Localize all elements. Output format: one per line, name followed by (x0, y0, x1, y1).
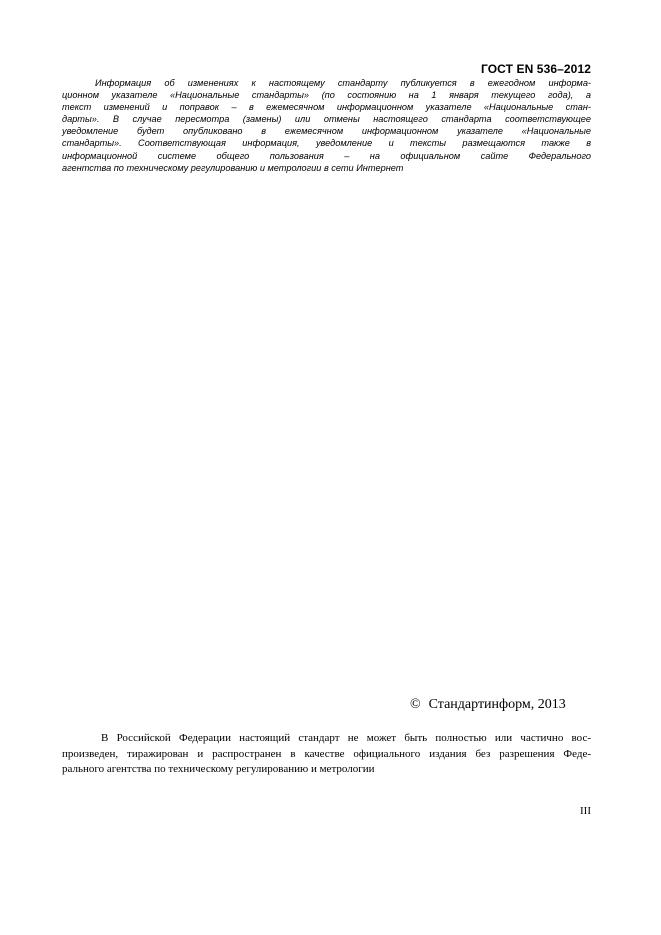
rights-notice-line: произведен, тиражирован и распространен в качестве официального издания без разрешения Феде- (62, 747, 591, 760)
info-notice-line: дарты». В случае пересмотра (замены) или отмены настоящего стандарта соответствующее (62, 114, 591, 125)
rights-notice-line: рального агентства по техническому регулированию и метрологии (62, 763, 375, 775)
document-code: ГОСТ EN 536–2012 (480, 62, 591, 76)
info-notice-line: агентства по техническому регулированию и метрологии в сети Интернет (62, 162, 404, 173)
copyright-line (410, 697, 566, 713)
info-notice-line: уведомление будет опубликовано в ежемесячном информационном указателе «Национальные (62, 126, 591, 137)
copyright-text: Стандартинформ, 2013 (428, 697, 566, 712)
info-notice-line: стандарты». Соответствующая информация, уведомление и тексты размещаются также в (62, 138, 591, 149)
rights-notice-line: В Российской Федерации настоящий стандарт не может быть полностью или частично вос- (101, 732, 591, 744)
rights-notice-paragraph (62, 731, 591, 778)
info-notice-line: информационной системе общего пользования – на официальном сайте Федерального (62, 150, 591, 161)
info-notice-paragraph (62, 77, 591, 174)
info-notice-line: текст изменений и поправок – в ежемесячном информационном указателе «Национальные стан- (62, 102, 591, 113)
info-notice-line: ционном указателе «Национальные стандарты» (по состоянию на 1 января текущего года), а (62, 90, 591, 101)
copyright-icon: © (410, 697, 421, 712)
page-number: III (580, 805, 591, 817)
info-notice-line: Информация об изменениях к настоящему стандарту публикуется в ежегодном информа- (95, 78, 591, 88)
